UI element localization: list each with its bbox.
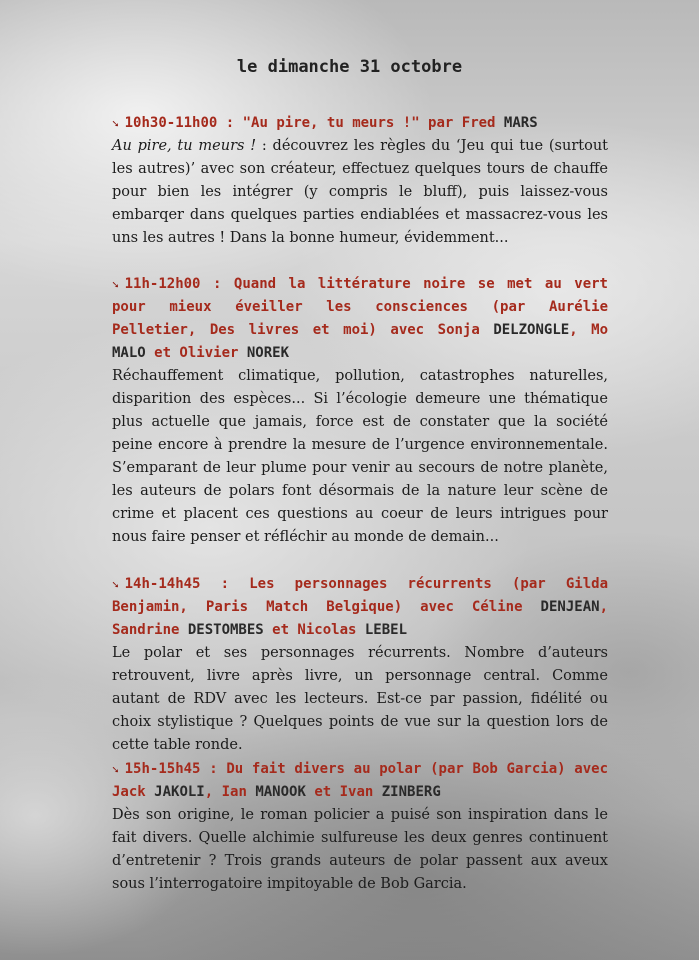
event-3-join-2: et Nicolas bbox=[263, 622, 365, 638]
event-3-join-1: , Sandrine bbox=[112, 599, 608, 638]
event-2-join-2: et Olivier bbox=[145, 345, 247, 361]
event-2-guest-1: DELZONGLE bbox=[493, 322, 570, 338]
event-4-heading bbox=[112, 758, 608, 804]
event-4-join-2: et Ivan bbox=[305, 784, 382, 800]
event-1-description-text: : découvrez les règles du ‘Jeu qui tue (surtout les autres)’ avec son créateur, effectuez quelques tours de chauffe pour bien les intégrer (y compris le bluff), puis laissez-vous embarqer dans quelques parties endiablées et massacrez-vous les uns les autres ! Dans la bonne humeur, évidemment... bbox=[112, 138, 608, 246]
event-3-guest-1: DENJEAN bbox=[540, 599, 600, 615]
page-title: le dimanche 31 octobre bbox=[236, 57, 463, 77]
event-3-title: 14h-14h45 : Les personnages récurrents (par Gilda Benjamin, Paris Match Belgique) avec Céline bbox=[112, 576, 608, 615]
event-1 bbox=[112, 112, 608, 250]
event-2-guest-3: NOREK bbox=[246, 345, 290, 361]
event-4-guest-1: JAKOLI bbox=[154, 784, 205, 800]
event-1-description-italic: Au pire, tu meurs ! bbox=[112, 138, 257, 154]
event-4-guest-3: ZINBERG bbox=[381, 784, 441, 800]
event-3-guest-3: LEBEL bbox=[364, 622, 408, 638]
event-1-description bbox=[112, 135, 608, 250]
event-3 bbox=[112, 573, 608, 757]
arrow-bullet-icon: ➘ bbox=[112, 578, 119, 591]
event-4-join-1: , Ian bbox=[204, 784, 256, 800]
event-3-heading bbox=[112, 573, 608, 642]
event-4-guest-2: MANOOK bbox=[255, 784, 306, 800]
event-4 bbox=[112, 758, 608, 896]
event-1-heading bbox=[112, 112, 608, 135]
arrow-bullet-icon: ➘ bbox=[112, 763, 119, 776]
event-2 bbox=[112, 273, 608, 549]
event-4-title: 15h-15h45 : Du fait divers au polar (par Bob Garcia) avec Jack bbox=[112, 761, 608, 800]
event-1-guest: MARS bbox=[503, 115, 538, 131]
event-2-description: Réchauffement climatique, pollution, catastrophes naturelles, disparition des espèces... Si l’écologie demeure une thématique plus actuelle que jamais, force est de constater que la société peine encore à prendre la mesure de l’urgence environnementale. S’emparant de leur plume pour venir au secours de notre planète, les auteurs de polars font désormais de la nature leur scène de crime et placent ces questions au coeur de leurs intrigues pour nous faire penser et réfléchir au monde de demain... bbox=[112, 368, 608, 545]
event-4-description: Dès son origine, le roman policier a puisé son inspiration dans le fait divers. Quelle alchimie sulfureuse les deux genres continuent d’entretenir ? Trois grands auteurs de polar passent aux aveux sous l’interrogatoire impitoyable de Bob Garcia. bbox=[112, 807, 608, 892]
event-2-title: 11h-12h00 : Quand la littérature noire se met au vert pour mieux éveiller les consciences (par Aurélie Pelletier, Des livres et moi) avec Sonja bbox=[112, 276, 608, 338]
event-2-join-1: , Mo bbox=[569, 322, 609, 338]
event-3-description: Le polar et ses personnages récurrents. Nombre d’auteurs retrouvent, livre après livre, un personnage central. Comme autant de RDV avec les lecteurs. Est-ce par passion, fidélité ou choix stylistique ? Quelques points de vue sur la question lors de cette table ronde. bbox=[112, 645, 608, 753]
event-2-heading bbox=[112, 273, 608, 365]
arrow-bullet-icon: ➘ bbox=[112, 117, 119, 130]
event-3-guest-2: DESTOMBES bbox=[187, 622, 264, 638]
event-2-guest-2: MALO bbox=[112, 345, 146, 361]
event-1-title: 10h30-11h00 : "Au pire, tu meurs !" par Fred bbox=[124, 115, 504, 131]
arrow-bullet-icon: ➘ bbox=[112, 278, 119, 291]
